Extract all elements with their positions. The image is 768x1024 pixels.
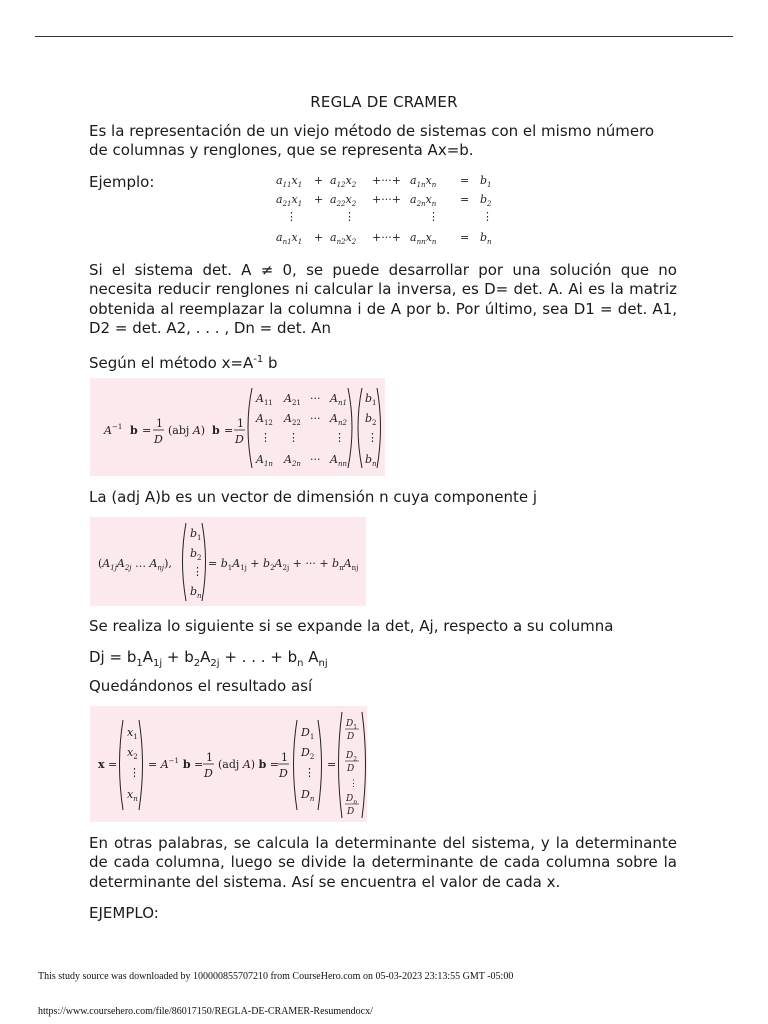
dj-part: + . . . + b	[219, 648, 298, 666]
svg-text:···: ···	[310, 392, 321, 405]
svg-text:b1: $b_1$	[480, 174, 492, 189]
svg-text:xn: $x_n$	[127, 788, 138, 803]
svg-text:D: D	[347, 764, 355, 774]
svg-text:⋮: ⋮	[286, 210, 297, 223]
metodo-suffix: b	[263, 354, 278, 372]
svg-text:1: 1	[281, 751, 288, 764]
metodo-prefix: Según el método x=A	[89, 354, 254, 372]
svg-text:A1n: $A_{1n}$	[256, 453, 273, 468]
svg-text:= b1A1j + b2A2j + ··· + bnAnj: = $b_1A_{1j} + b_2A_{2j}$ + ··· + $b_nA_{nj}$	[208, 557, 359, 572]
intro-paragraph: Es la representación de un viejo método de sistemas con el mismo número de columnas y renglones, que se representa Ax=b.	[89, 122, 655, 160]
dj-sub: 1	[136, 658, 143, 669]
svg-text:A21: $A_{21}$	[284, 392, 301, 407]
adj-paragraph: La (adj A)b es un vector de dimensión n cuya componente j	[89, 488, 538, 506]
inverse-formula	[90, 378, 385, 476]
svg-text:a12x2: $a_{12}x_2$	[330, 174, 357, 189]
svg-text:b2: $b_2$	[480, 193, 492, 208]
metodo-sup: -1	[253, 354, 264, 365]
svg-text:⋮: ⋮	[129, 766, 140, 779]
svg-text:= A−1 b =: = $A^{-1}$ b =	[148, 757, 204, 771]
svg-text:D: D	[235, 433, 244, 446]
dj-part: A	[200, 648, 211, 666]
svg-text:D2: $D_2$	[346, 751, 358, 763]
svg-text:⋮: ⋮	[304, 766, 315, 779]
svg-text:+: +	[314, 231, 324, 244]
svg-text:bn: $b_n$	[480, 231, 492, 246]
svg-text:x: x	[98, 758, 105, 771]
result-formula-box	[90, 706, 367, 822]
dj-part: + b	[162, 648, 194, 666]
svg-text:bn: $b_n$	[190, 585, 202, 600]
ejemplo-heading: EJEMPLO:	[89, 904, 159, 922]
svg-text:=: =	[327, 758, 337, 771]
svg-text:=: =	[224, 424, 234, 437]
dj-sub: 1j	[152, 658, 163, 669]
determinant-paragraph: Si el sistema det. A ≠ 0, se puede desarrollar por una solución que no necesita reducir renglones ni calcular la inversa, es D= det. A. Ai es la matriz obtenida al reemplazar la columna i de A por b. Por último, sea D1 = det. A1, D2 = det. A2, . . . , Dn = det. An	[89, 261, 677, 338]
expand-paragraph: Se realiza lo siguiente si se expande la det, Aj, respecto a su columna	[89, 617, 614, 635]
svg-text:Dn: $D_n$	[346, 794, 358, 806]
svg-text:1: 1	[156, 417, 163, 430]
svg-text:⋮: ⋮	[428, 210, 439, 223]
svg-text:annxn: $a_{nn}x_n$	[410, 231, 437, 246]
svg-text:D: D	[347, 732, 355, 742]
svg-text:A11: $A_{11}$	[256, 392, 273, 407]
svg-text:b2: $b_2$	[365, 412, 377, 427]
example-label: Ejemplo:	[89, 173, 155, 191]
dj-sub: 2	[193, 658, 201, 669]
download-notice: This study source was downloaded by 100000855707210 from CourseHero.com on 05-03-2023 23:13:55 GMT -05:00	[38, 971, 514, 982]
svg-text:1: 1	[237, 417, 244, 430]
svg-text:A−1: $A^{-1}$	[104, 423, 123, 437]
svg-text:=: =	[142, 424, 152, 437]
svg-text:⋮: ⋮	[334, 431, 345, 444]
svg-text:⋮: ⋮	[288, 431, 299, 444]
page-title: REGLA DE CRAMER	[310, 93, 458, 111]
svg-text:An1: $A_{n1}$	[330, 392, 347, 407]
dj-part: A	[303, 648, 319, 666]
svg-text:a1nxn: $a_{1n}x_n$	[410, 174, 437, 189]
source-url[interactable]: https://www.coursehero.com/file/86017150/REGLA-DE-CRAMER-Resumendocx/	[38, 1006, 373, 1017]
svg-text:1: 1	[206, 751, 213, 764]
svg-text:a11x1: $a_{11}x_1$	[276, 174, 303, 189]
dj-part: Dj = b	[89, 648, 137, 666]
svg-text:A12: $A_{12}$	[256, 412, 273, 427]
svg-text:···: ···	[310, 412, 321, 425]
svg-text:⋮: ⋮	[344, 210, 355, 223]
svg-text:b: b	[212, 424, 220, 437]
svg-text:+···+: +···+	[372, 174, 401, 187]
dj-sub: nj	[318, 658, 328, 669]
svg-text:+: +	[314, 193, 324, 206]
svg-text:=: =	[108, 758, 118, 771]
svg-text:+···+: +···+	[372, 193, 401, 206]
svg-text:b1: $b_1$	[365, 392, 377, 407]
svg-text:+: +	[314, 174, 324, 187]
dj-part: A	[142, 648, 153, 666]
metodo-line	[89, 350, 677, 373]
svg-text:D: D	[204, 767, 213, 780]
svg-text:=: =	[460, 174, 470, 187]
svg-text:+···+: +···+	[372, 231, 401, 244]
svg-text:an1x1: $a_{n1}x_1$	[276, 231, 303, 246]
svg-text:⋮: ⋮	[482, 210, 493, 223]
svg-text:Dn: $D_n$	[301, 788, 315, 803]
svg-text:D: D	[279, 767, 288, 780]
svg-text:b: b	[130, 424, 138, 437]
svg-text:(A1jA2j … Anj),: ($A_{1j}A_{2j}$ … $A_{nj}$),	[98, 557, 172, 572]
svg-text:b2: $b_2$	[190, 547, 202, 562]
result-formula	[90, 706, 367, 822]
svg-text:D: D	[347, 807, 355, 817]
svg-text:D: D	[154, 433, 163, 446]
svg-text:···: ···	[310, 453, 321, 466]
linear-system-formula	[270, 168, 500, 250]
adj-formula-box	[90, 517, 366, 606]
svg-text:=: =	[460, 193, 470, 206]
svg-text:A2n: $A_{2n}$	[284, 453, 301, 468]
svg-text:x2: $x_2$	[127, 746, 138, 761]
svg-text:b1: $b_1$	[190, 527, 202, 542]
svg-text:a22x2: $a_{22}x_2$	[330, 193, 357, 208]
svg-text:⋮: ⋮	[367, 431, 378, 444]
svg-text:A22: $A_{22}$	[284, 412, 301, 427]
svg-text:D1: $D_1$	[301, 726, 315, 741]
svg-text:⋮: ⋮	[192, 565, 203, 578]
svg-text:a2nxn: $a_{2n}x_n$	[410, 193, 437, 208]
dj-sub: 2j	[210, 658, 220, 669]
svg-text:an2x2: $a_{n2}x_2$	[330, 231, 357, 246]
resultado-paragraph: Quedándonos el resultado así	[89, 677, 313, 695]
svg-text:⋮: ⋮	[260, 431, 271, 444]
adj-formula	[90, 517, 366, 606]
dj-formula	[89, 648, 677, 673]
dj-sub: n	[297, 658, 304, 669]
svg-text:(abj A): (abj A)	[168, 424, 206, 437]
svg-text:D2: $D_2$	[301, 746, 315, 761]
svg-text:bn: $b_n$	[365, 453, 377, 468]
svg-text:a21x1: $a_{21}x_1$	[276, 193, 303, 208]
svg-text:Ann: $A_{nn}$	[330, 453, 347, 468]
top-rule	[35, 36, 733, 37]
svg-text:An2: $A_{n2}$	[330, 412, 347, 427]
conclusion-paragraph: En otras palabras, se calcula la determinante del sistema, y la determinante de cada columna, luego se divide la determinante de cada columna sobre la determinante del sistema. Así se encuentra el valor de cada x.	[89, 834, 677, 891]
svg-text:⋮: ⋮	[349, 779, 358, 789]
svg-text:x1: $x_1$	[127, 726, 138, 741]
inverse-formula-box	[90, 378, 385, 476]
svg-text:D1: $D_1$	[346, 719, 358, 731]
svg-text:=: =	[460, 231, 470, 244]
svg-text:(adj A) b =: (adj A) b =	[218, 758, 279, 771]
